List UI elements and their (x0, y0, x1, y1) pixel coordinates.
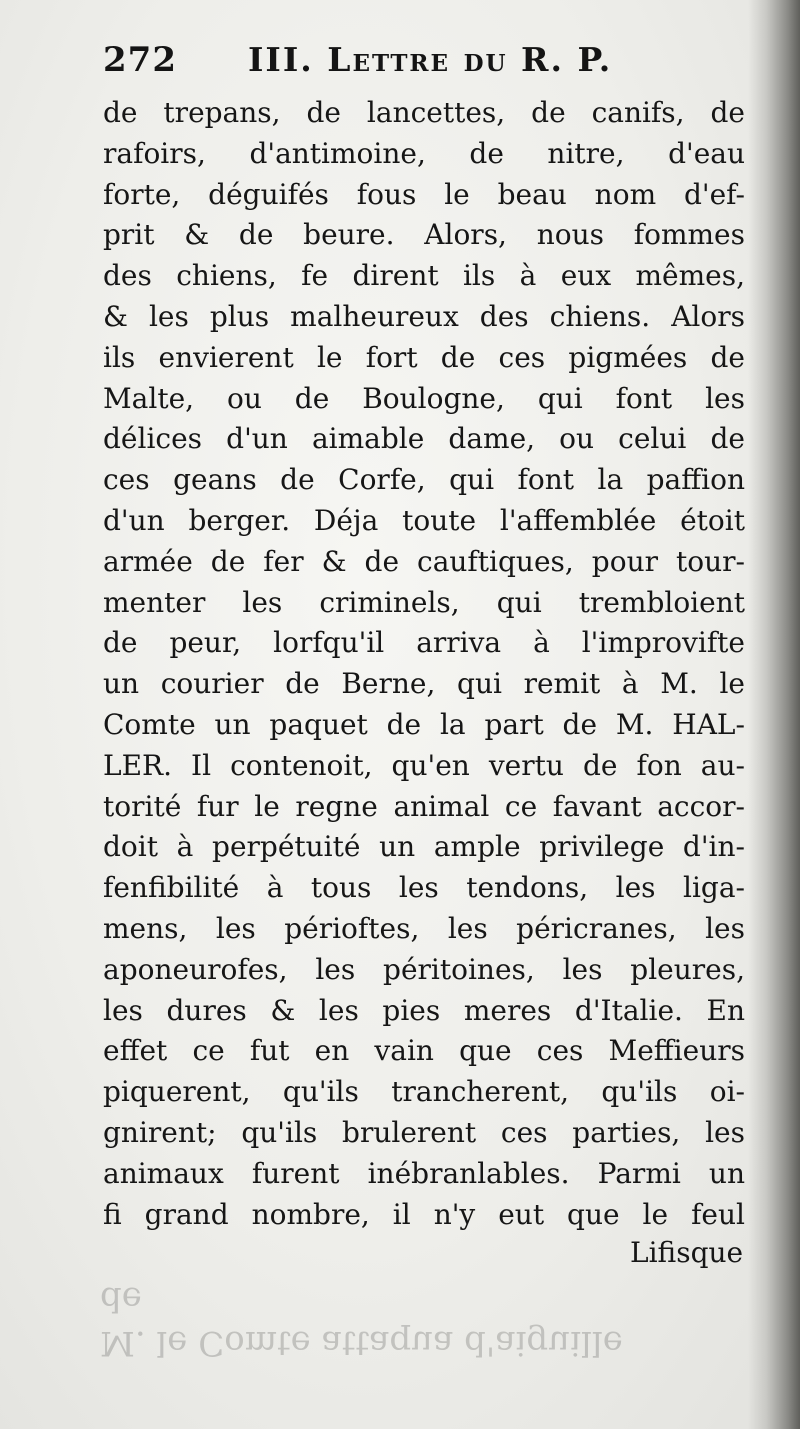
page-edge-shadow (748, 0, 800, 1429)
text-line: gnirent; qu'ils brulerent ces parties, les (103, 1115, 745, 1149)
body-text (103, 93, 745, 1235)
text-line: menter les criminels, qui trembloient (103, 585, 745, 619)
text-line: de trepans, de lancettes, de canifs, de (103, 96, 745, 129)
text-line: rafoirs, d'antimoine, de nitre, d'eau (103, 136, 745, 170)
show-through-text: M. le Comte attaqua d'aiguille de (100, 1279, 623, 1363)
text-line: des chiens, fe dirent ils à eux mêmes, (103, 259, 745, 293)
page-number: 272 (103, 40, 177, 80)
text-line: fenfibilité à tous les tendons, les liga- (103, 871, 745, 905)
text-line: mens, les périoftes, les péricranes, les (103, 911, 745, 945)
text-line: prit & de beure. Alors, nous fommes (103, 218, 745, 252)
catchword: Lifisque (630, 1236, 744, 1269)
text-line: doit à perpétuité un ample privilege d'in- (103, 830, 745, 864)
text-line: effet ce fut en vain que ces Meffieurs (103, 1034, 745, 1068)
text-line: animaux furent inébranlables. Parmi un (103, 1156, 745, 1190)
text-line: & les plus malheureux des chiens. Alors (103, 299, 745, 333)
running-head: III. Lettre du R. P. (248, 40, 613, 79)
text-line: LER. Il contenoit, qu'en vertu de fon au- (103, 748, 745, 782)
text-line: délices d'un aimable dame, ou celui de (103, 422, 745, 456)
text-line: un courier de Berne, qui remit à M. le (103, 667, 745, 701)
text-line: les dures & les pies meres d'Italie. En (103, 993, 745, 1027)
text-line: forte, déguifés fous le beau nom d'ef- (103, 177, 745, 211)
text-line: d'un berger. Déja toute l'affemblée étoit (103, 503, 745, 537)
text-line: de peur, lorfqu'il arriva à l'improvifte (103, 626, 745, 660)
text-line: fi grand nombre, il n'y eut que le feul (103, 1197, 745, 1231)
text-line: torité fur le regne animal ce favant accor- (103, 789, 745, 823)
text-line: piquerent, qu'ils trancherent, qu'ils oi- (103, 1075, 745, 1109)
text-line: armée de fer & de cauftiques, pour tour- (103, 544, 745, 578)
page-header (103, 40, 763, 90)
text-line: ils envierent le fort de ces pigmées de (103, 340, 745, 374)
text-line: Malte, ou de Boulogne, qui font les (103, 381, 745, 415)
text-line: aponeurofes, les péritoines, les pleures, (103, 952, 745, 986)
text-line: Comte un paquet de la part de M. HAL- (103, 707, 745, 741)
text-line: ces geans de Corfe, qui font la paffion (103, 463, 745, 497)
